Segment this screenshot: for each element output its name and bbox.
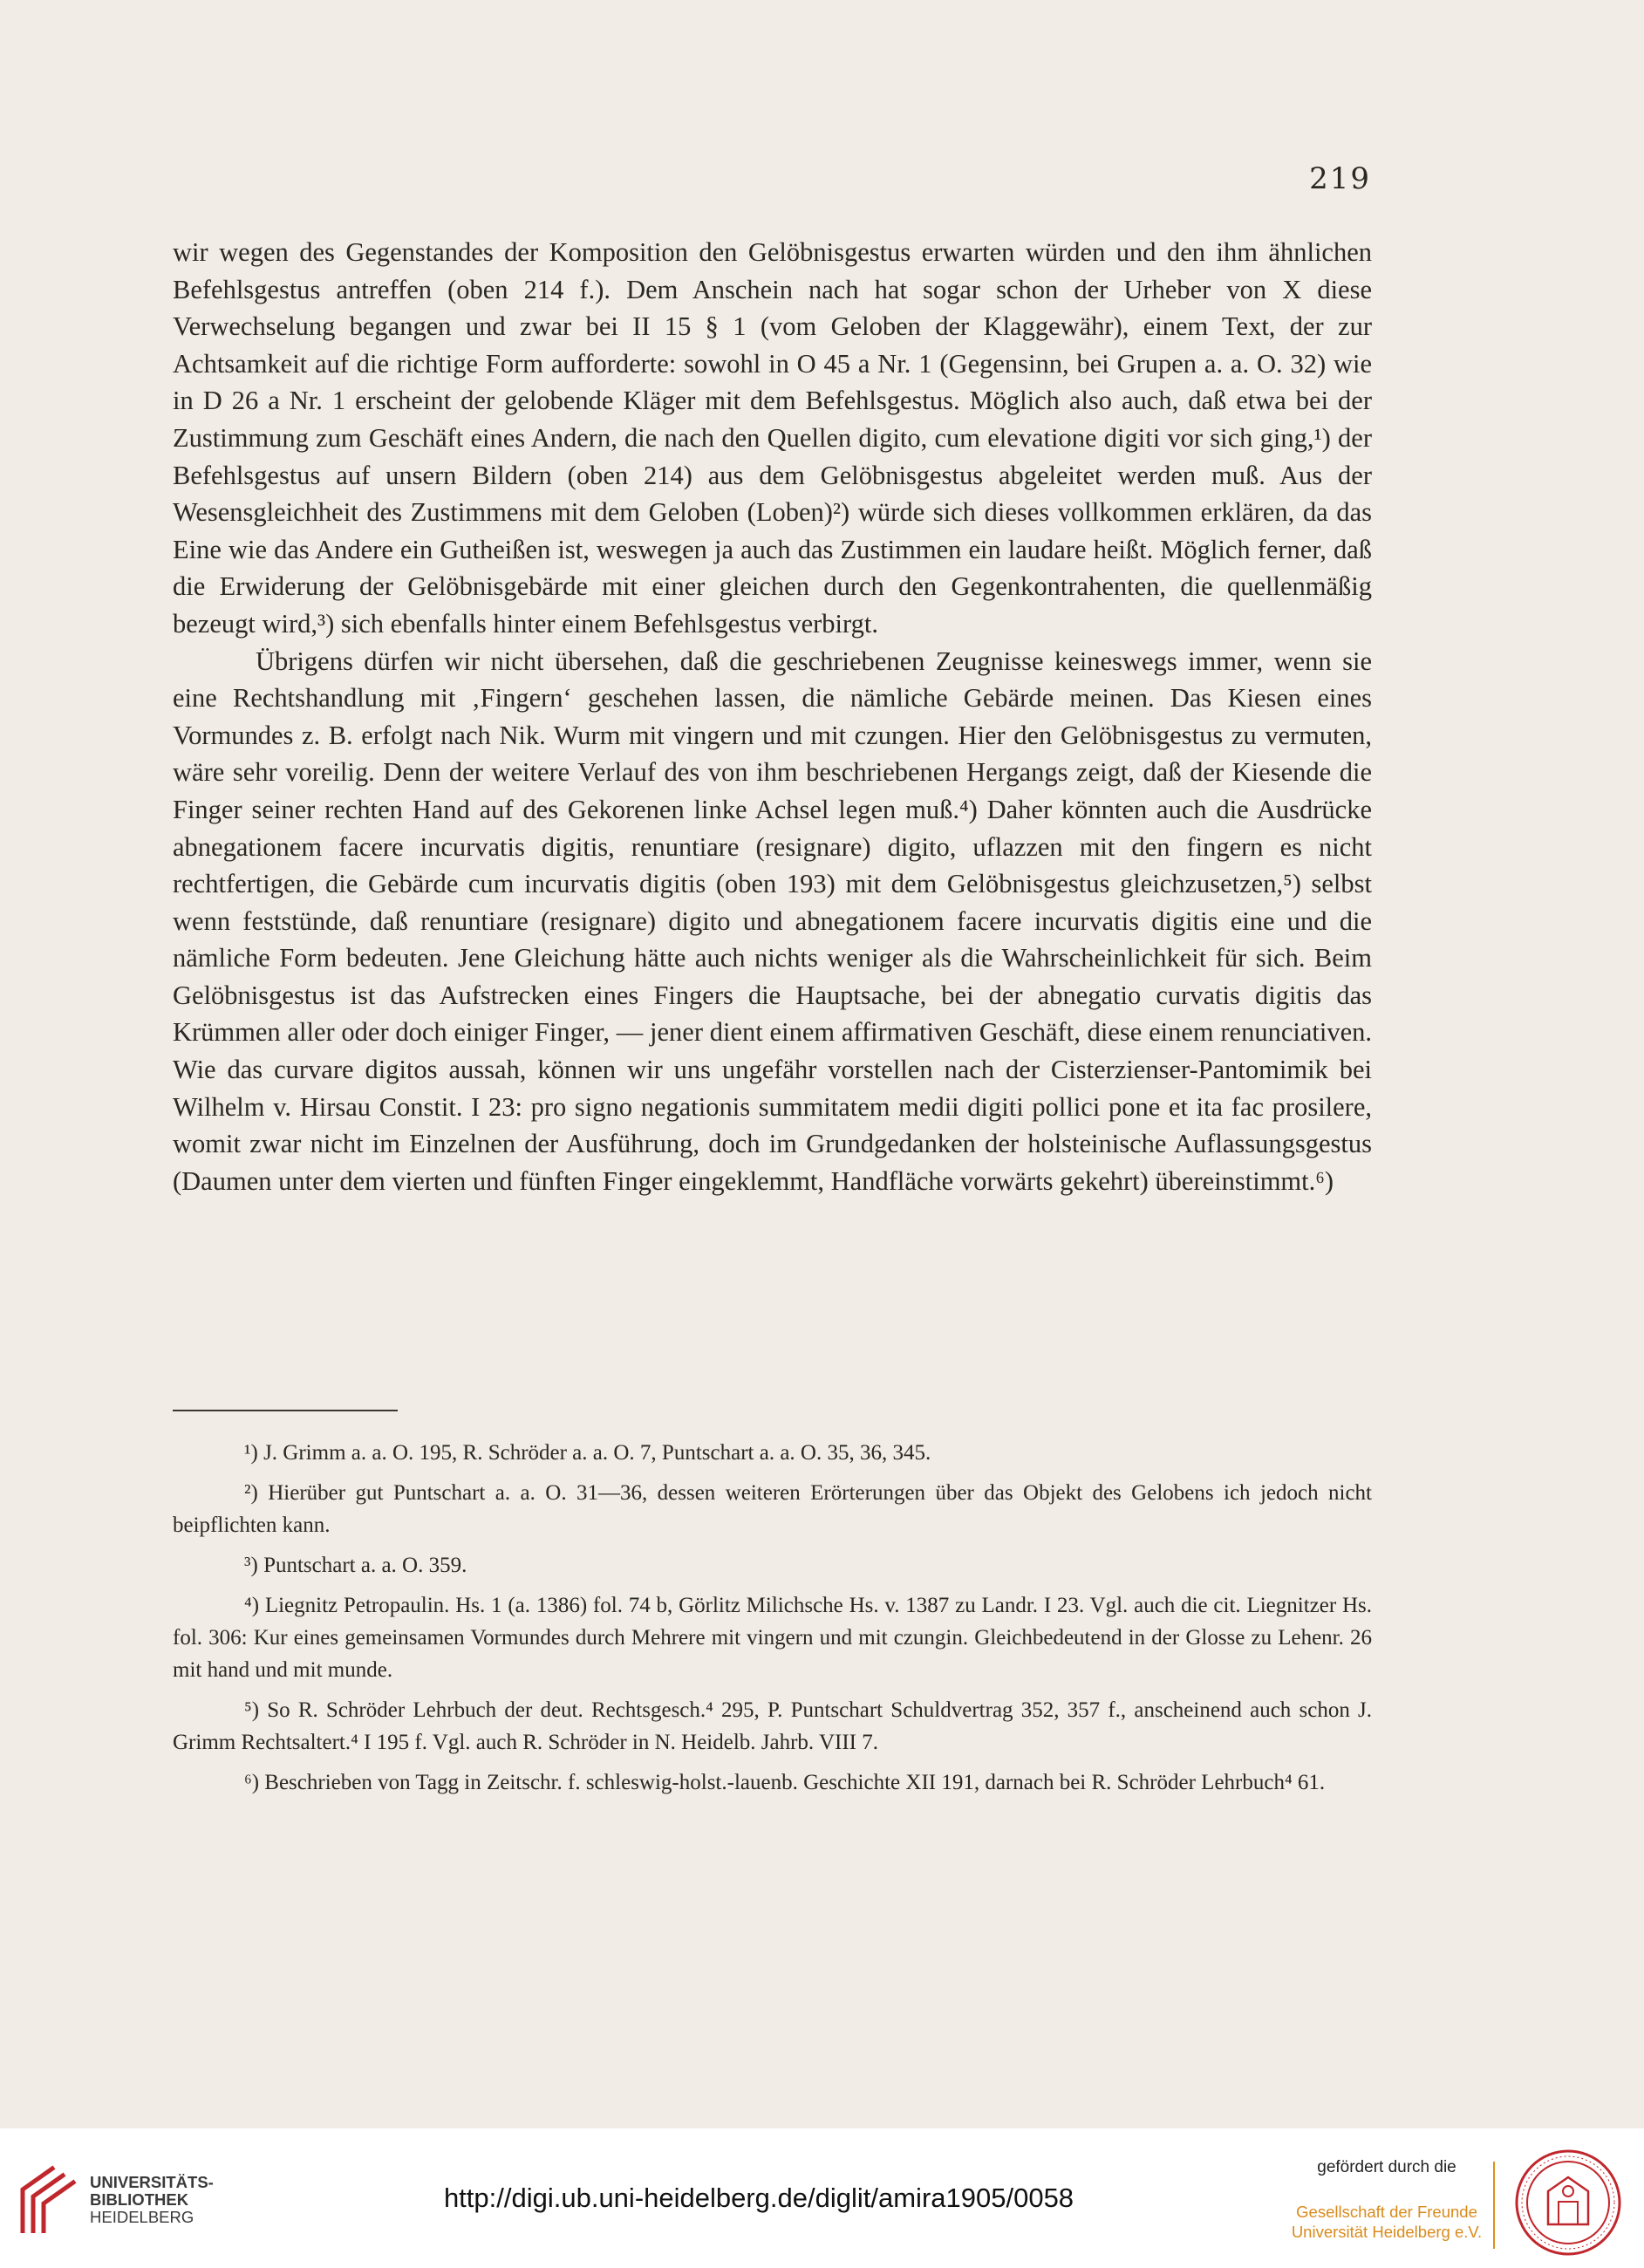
body-text [173, 234, 1372, 1199]
footnote-6: ⁶) Beschrieben von Tagg in Zeitschr. f. schleswig-holst.-lauenb. Geschichte XII 191, darnach bei R. Schröder Lehrbuch⁴ 61. [244, 1771, 1326, 1794]
library-line-1: UNIVERSITÄTS- [90, 2173, 214, 2191]
page-number: 219 [1309, 161, 1371, 196]
digitization-footer [0, 2128, 1644, 2268]
footnote-1: ¹) J. Grimm a. a. O. 195, R. Schröder a. a. O. 7, Puntschart a. a. O. 35, 36, 345. [244, 1441, 931, 1465]
sponsor-line-2: Universität Heidelberg e.V. [1291, 2223, 1483, 2241]
permalink-url[interactable]: http://digi.ub.uni-heidelberg.de/diglit/amira1905/0058 [443, 2183, 1074, 2213]
sponsor-intro: gefördert durch die [1317, 2158, 1456, 2176]
ub-heidelberg-logo-icon[interactable] [17, 2163, 80, 2233]
footnote-3: ³) Puntschart a. a. O. 359. [244, 1554, 467, 1577]
sponsor-line-1: Gesellschaft der Freunde [1296, 2203, 1477, 2221]
footnote-separator [173, 1410, 398, 1411]
sponsor-divider [1493, 2162, 1495, 2249]
library-name [90, 2174, 214, 2226]
footnotes [173, 1437, 1372, 1807]
library-line-3: HEIDELBERG [90, 2208, 194, 2226]
library-line-2: BIBLIOTHEK [90, 2190, 189, 2209]
footnote-5: ⁵) So R. Schröder Lehrbuch der deut. Rechtsgesch.⁴ 295, P. Puntschart Schuldvertrag 352, 357 f., anscheinend auch schon J. Grimm Rechtsaltert.⁴ I 195 f. Vgl. auch R. Schröder in N. Heidelb. Jahrb. VIII 7. [173, 1698, 1372, 1754]
footnote-2: ²) Hierüber gut Puntschart a. a. O. 31—36, dessen weiteren Erörterungen über das Objekt des Gelobens ich jedoch nicht beipflichten kann. [173, 1481, 1372, 1537]
sponsor-block [1273, 2158, 1500, 2242]
footnote-4: ⁴) Liegnitz Petropaulin. Hs. 1 (a. 1386) fol. 74 b, Görlitz Milichsche Hs. v. 1387 zu Landr. I 23. Vgl. auch die cit. Liegnitzer Hs. fol. 306: Kur eines gemeinsamen Vormundes durch Mehrere mit vingern und mit czungin. Gleichbedeutend in der Glosse zu Lehenr. 26 mit hand und mit munde. [173, 1594, 1372, 1682]
paragraph-2: Übrigens dürfen wir nicht übersehen, daß die geschriebenen Zeugnisse keineswegs immer, wenn sie eine Rechtshandlung mit ‚Fingern‘ geschehen lassen, die nämliche Gebärde meinen. Das Kiesen eines Vormundes z. B. erfolgt nach Nik. Wurm mit vingern und mit czungen. Hier den Gelöbnisgestus zu vermuten, wäre sehr voreilig. Denn der weitere Verlauf des von ihm beschriebenen Hergangs zeigt, daß der Kiesende die Finger seiner rechten Hand auf des Gekorenen linke Achsel legen muß.⁴) Daher könnten auch die Ausdrücke abnegationem facere incurvatis digitis, renuntiare (resignare) digito, uflazzen mit den fingern es nicht rechtfertigen, die Gebärde cum incurvatis digitis (oben 193) mit dem Gelöbnisgestus gleichzusetzen,⁵) selbst wenn feststünde, daß renuntiare (resignare) digito und abnegationem facere incurvatis digitis eine und die nämliche Form bedeuten. Jene Gleichung hätte auch nichts weniger als die Wahrscheinlichkeit für sich. Beim Gelöbnisgestus ist das Aufstrecken eines Fingers die Hauptsache, bei der abnegatio curvatis digitis das Krümmen aller oder doch einiger Finger, — jener dient einem affirmativen Geschäft, diese einem renunciativen. Wie das curvare digitos aussah, können wir uns ungefähr vorstellen nach der Cisterzienser-Pantomimik bei Wilhelm v. Hirsau Constit. I 23: pro signo negationis summitatem medii digiti pollici pone et ita fac prosilere, womit zwar nicht im Einzelnen der Ausführung, doch im Grundgedanken der holsteinische Auflassungsgestus (Daumen unter dem vierten und fünften Finger eingeklemmt, Handfläche vorwärts gekehrt) übereinstimmt.⁶) [173, 646, 1372, 1196]
university-seal-icon [1513, 2148, 1623, 2258]
paragraph-1: wir wegen des Gegenstandes der Komposition den Gelöbnisgestus erwarten würden und den ihm ähnlichen Befehlsgestus antreffen (oben 214 f.). Dem Anschein nach hat sogar schon der Urheber von X diese Verwechselung begangen und zwar bei II 15 § 1 (vom Geloben der Klaggewähr), einem Text, der zur Achtsamkeit auf die richtige Form aufforderte: sowohl in O 45 a Nr. 1 (Gegensinn, bei Grupen a. a. O. 32) wie in D 26 a Nr. 1 erscheint der gelobende Kläger mit dem Befehlsgestus. Möglich also auch, daß etwa bei der Zustimmung zum Geschäft eines Andern, die nach den Quellen digito, cum elevatione digiti vor sich ging,¹) der Befehlsgestus auf unsern Bildern (oben 214) aus dem Gelöbnisgestus abgeleitet werden muß. Aus der Wesensgleichheit des Zustimmens mit dem Geloben (Loben)²) würde sich dieses vollkommen erklären, da das Eine wie das Andere ein Gutheißen ist, weswegen ja auch das Zustimmen ein laudare heißt. Möglich ferner, daß die Erwiderung der Gelöbnisgebärde mit einer gleichen durch den Gegenkontrahenten, die quellenmäßig bezeugt wird,³) sich ebenfalls hinter einem Befehlsgestus verbirgt. [173, 237, 1372, 639]
